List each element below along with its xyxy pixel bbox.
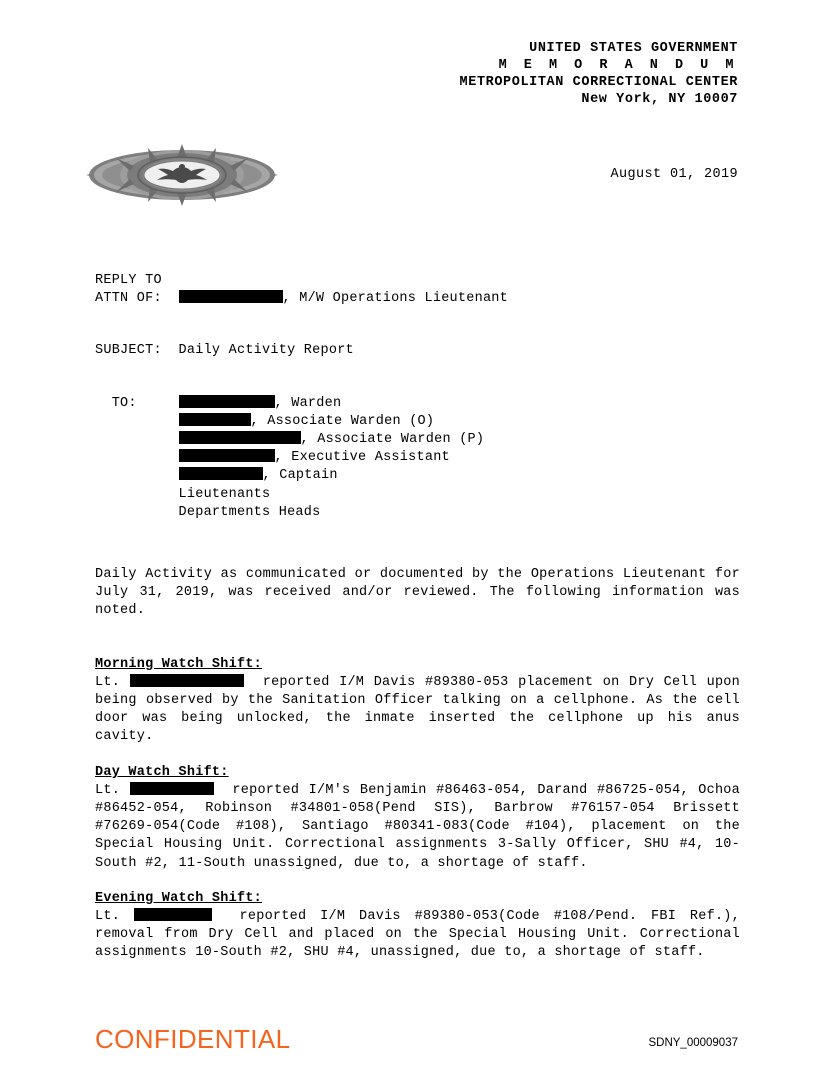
letterhead-line-1: UNITED STATES GOVERNMENT: [529, 41, 738, 56]
shift-title-morning: Morning Watch Shift:: [95, 656, 263, 672]
attn-of-row: [95, 290, 740, 308]
shift-block-day: [95, 764, 740, 873]
shift-text-morning: reported I/M Davis #89380-053 placement on Dry Cell upon being observed by the Sanitation Officer talking on a cellphone. As the cell door was being unlocked, the inmate inserted the cellphone up his anus cavity.: [95, 674, 740, 745]
shift-lead-day: Lt.: [95, 782, 121, 798]
to-row-2: [95, 431, 740, 449]
confidential-stamp: CONFIDENTIAL: [95, 1024, 291, 1054]
letterhead-line-2: M E M O R A N D U M: [498, 58, 738, 73]
shift-body-evening: [95, 908, 740, 963]
to-row-1: [95, 413, 740, 431]
to-row-5: [95, 486, 740, 504]
memo-date: August 01, 2019: [610, 167, 738, 182]
to-recipient-0: , Warden: [274, 395, 342, 411]
agency-seal-icon: [86, 138, 278, 212]
to-plain-1: Departments Heads: [178, 504, 321, 520]
to-row-6: [95, 504, 740, 522]
bates-number: SDNY_00009037: [648, 1037, 738, 1049]
shift-body-morning: [95, 674, 740, 747]
redaction-attn-name: [179, 290, 283, 303]
redaction-day-lt-name: [130, 782, 214, 795]
letterhead: [460, 40, 738, 108]
to-row-4: [95, 467, 740, 485]
to-label: TO:: [111, 395, 137, 411]
to-recipient-2: , Associate Warden (P): [300, 432, 485, 448]
subject-value: Daily Activity Report: [178, 343, 354, 359]
to-recipient-3: , Executive Assistant: [274, 450, 450, 466]
to-recipient-1: , Associate Warden (O): [250, 413, 435, 429]
letterhead-line-3: METROPOLITAN CORRECTIONAL CENTER: [459, 75, 738, 90]
redaction-warden-name: [179, 395, 275, 408]
shift-title-evening: Evening Watch Shift:: [95, 890, 263, 906]
letterhead-line-4: New York, NY 10007: [581, 92, 738, 107]
shift-title-day: Day Watch Shift:: [95, 764, 229, 780]
to-plain-0: Lieutenants: [178, 486, 271, 502]
attn-of-title: , M/W Operations Lieutenant: [282, 291, 509, 307]
shift-lead-morning: Lt.: [95, 674, 121, 690]
attn-of-label: ATTN OF:: [95, 291, 162, 307]
redaction-evening-lt-name: [134, 908, 212, 921]
shift-text-evening: reported I/M Davis #89380-053(Code #108/Pend. FBI Ref.), removal from Dry Cell and placed on the Special Housing Unit. Correctional assignments 10-South #2, SHU #4, unassigned, due to, a shortage of staff.: [95, 909, 740, 961]
subject-label: SUBJECT:: [95, 343, 162, 359]
redaction-exec-assistant-name: [179, 449, 275, 462]
redaction-assoc-warden-o-name: [179, 413, 251, 426]
to-row-3: [95, 449, 740, 467]
redaction-morning-lt-name: [130, 674, 244, 687]
shift-body-day: [95, 782, 740, 873]
shift-block-morning: [95, 656, 740, 747]
shift-block-evening: [95, 890, 740, 963]
redaction-captain-name: [179, 467, 263, 480]
reply-to-label-line1: REPLY TO: [95, 273, 162, 288]
shift-text-day: reported I/M's Benjamin #86463-054, Darand #86725-054, Ochoa #86452-054, Robinson #34801-058(Pend SIS), Barbrow #76157-054 Brissett #76269-054(Code #108), Santiago #80341-083(Code #104), placement on the Special Housing Unit. Correctional assignments 3-Sally Officer, SHU #4, 10-South #2, 11-South unassigned, due to, a shortage of staff.: [95, 782, 741, 871]
intro-paragraph: Daily Activity as communicated or documented by the Operations Lieutenant for July 31, 2019, was received and/or reviewed. The following information was noted.: [95, 567, 740, 619]
to-block: [95, 395, 740, 522]
to-row-0: [95, 395, 740, 413]
to-recipient-4: , Captain: [262, 468, 338, 484]
memo-body: [95, 272, 740, 963]
redaction-assoc-warden-p-name: [179, 431, 301, 444]
subject-row: [95, 342, 740, 360]
shift-lead-evening: Lt.: [95, 909, 121, 925]
